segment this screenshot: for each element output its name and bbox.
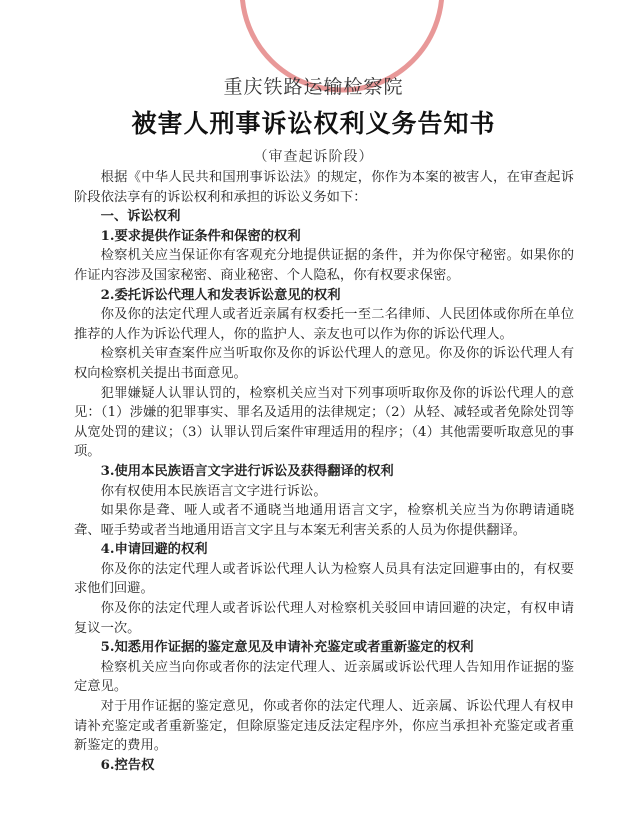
item-3-paragraph-1: 你有权使用本民族语言文字进行诉讼。: [100, 483, 327, 499]
item-5-paragraph-2: 对于用作证据的鉴定意见，你或者你的法定代理人、近亲属、诉讼代理人有权申请补充鉴定或者重新鉴定，但除原鉴定违反法定程序外，你应当承担补充鉴定或者重新鉴定的费用。: [74, 699, 574, 754]
document-title: 被害人刑事诉讼权利义务告知书: [131, 109, 496, 138]
item-3-heading: 3.使用本民族语言文字进行诉讼及获得翻译的权利: [100, 463, 394, 479]
item-5-heading: 5.知悉用作证据的鉴定意见及申请补充鉴定或者重新鉴定的权利: [100, 640, 474, 656]
stage-subtitle: （审查起诉阶段）: [253, 149, 374, 165]
item-1-paragraph: 检察机关应当保证你有客观充分地提供证据的条件，并为你保守秘密。如果你的作证内容涉及国家秘密、商业秘密、个人隐私，你有权要求保密。: [74, 248, 574, 283]
item-2-heading: 2.委托诉讼代理人和发表诉讼意见的权利: [100, 287, 341, 303]
item-4-heading: 4.申请回避的权利: [100, 542, 208, 558]
item-3-paragraph-2: 如果你是聋、哑人或者不通晓当地通用语言文字，检察机关应当为你聘请通晓聋、哑手势或者当地通用语言文字且与本案无利害关系的人员为你提供翻译。: [74, 503, 574, 538]
document-body: [74, 168, 574, 775]
item-2-paragraph-1: 你及你的法定代理人或者近亲属有权委托一至二名律师、人民团体或你所在单位推荐的人作为诉讼代理人，你的监护人、亲友也可以作为你的诉讼代理人。: [74, 307, 574, 342]
item-4-paragraph-1: 你及你的法定代理人或者诉讼代理人认为检察人员具有法定回避事由的，有权要求他们回避。: [74, 561, 574, 597]
item-1-heading: 1.要求提供作证条件和保密的权利: [100, 228, 301, 244]
item-2-paragraph-3: 犯罪嫌疑人认罪认罚的，检察机关应当对下列事项听取你及你的诉讼代理人的意见：（1）涉嫌的犯罪事实、罪名及适用的法律规定；（2）从轻、减轻或者免除处罚等从宽处罚的建议；（3）认罪认罚后案件审理适用的程序；（4）其他需要听取意见的事项。: [74, 385, 574, 460]
item-2-paragraph-2: 检察机关审查案件应当听取你及你的诉讼代理人的意见。你及你的诉讼代理人有权向检察机关提出书面意见。: [74, 346, 574, 381]
issuing-organization: 重庆铁路运输检察院: [223, 76, 404, 98]
item-6-heading: 6.控告权: [100, 757, 155, 773]
item-5-paragraph-1: 检察机关应当向你或者你的法定代理人、近亲属或诉讼代理人告知用作证据的鉴定意见。: [74, 659, 574, 695]
intro-paragraph: 根据《中华人民共和国刑事诉讼法》的规定，你作为本案的被害人，在审查起诉阶段依法享有的诉讼权利和承担的诉讼义务如下：: [74, 170, 574, 205]
section-rights-heading: 一、诉讼权利: [100, 209, 181, 225]
item-4-paragraph-2: 你及你的法定代理人或者诉讼代理人对检察机关驳回申请回避的决定，有权申请复议一次。: [74, 601, 574, 636]
